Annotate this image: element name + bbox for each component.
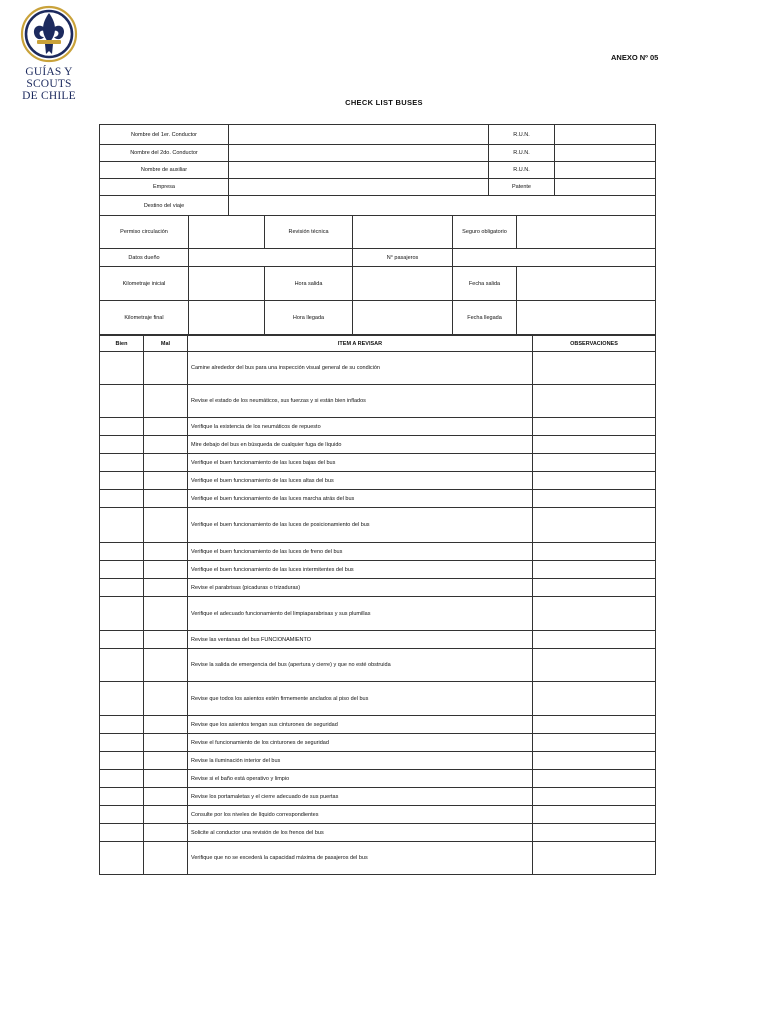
observation-cell[interactable]	[533, 436, 656, 454]
vehicle-row	[100, 267, 656, 301]
observation-cell[interactable]	[533, 752, 656, 770]
info-label: Nombre de auxiliar	[100, 162, 229, 179]
bien-cell[interactable]	[100, 682, 144, 716]
bien-cell[interactable]	[100, 454, 144, 472]
checklist-row	[100, 734, 656, 752]
vehicle-info-table	[99, 215, 656, 335]
observation-cell[interactable]	[533, 561, 656, 579]
mal-cell[interactable]	[144, 579, 188, 597]
bien-cell[interactable]	[100, 543, 144, 561]
bien-cell[interactable]	[100, 352, 144, 385]
item-text: Revise si el baño está operativo y limpio	[188, 770, 533, 788]
observation-cell[interactable]	[533, 824, 656, 842]
bien-cell[interactable]	[100, 579, 144, 597]
checklist-row	[100, 418, 656, 436]
item-text: Revise que todos los asientos estén firmemente anclados al piso del bus	[188, 682, 533, 716]
item-text: Revise el estado de los neumáticos, sus fuerzas y si están bien inflados	[188, 385, 533, 418]
item-text: Revise el parabrisas (picaduras o trizaduras)	[188, 579, 533, 597]
observation-cell[interactable]	[533, 806, 656, 824]
bien-cell[interactable]	[100, 734, 144, 752]
mal-cell[interactable]	[144, 716, 188, 734]
info-row	[100, 179, 656, 196]
item-text: Revise el funcionamiento de los cinturones de seguridad	[188, 734, 533, 752]
info-row	[100, 145, 656, 162]
info-aux-field[interactable]	[555, 162, 656, 179]
observation-cell[interactable]	[533, 472, 656, 490]
bien-cell[interactable]	[100, 508, 144, 543]
departure-date-label: Fecha salida	[453, 267, 517, 301]
checklist-row	[100, 806, 656, 824]
checklist-row	[100, 682, 656, 716]
bien-cell[interactable]	[100, 418, 144, 436]
mal-cell[interactable]	[144, 842, 188, 875]
observation-cell[interactable]	[533, 352, 656, 385]
observation-cell[interactable]	[533, 490, 656, 508]
vehicle-row	[100, 216, 656, 249]
mal-cell[interactable]	[144, 752, 188, 770]
destination-field[interactable]	[229, 196, 656, 216]
vehicle-row	[100, 249, 656, 267]
km-end-field[interactable]	[189, 301, 265, 335]
arrival-date-field[interactable]	[517, 301, 656, 335]
revision-field[interactable]	[353, 216, 453, 249]
checklist-header-row	[100, 336, 656, 352]
passengers-field[interactable]	[453, 249, 656, 267]
item-text: Revise los portamaletas y el cierre adecuado de sus puertas	[188, 788, 533, 806]
departure-time-field[interactable]	[353, 267, 453, 301]
page-title: CHECK LIST BUSES	[345, 98, 423, 107]
mal-cell[interactable]	[144, 385, 188, 418]
bien-cell[interactable]	[100, 824, 144, 842]
item-text: Verifique que no se excederá la capacidad máxima de pasajeros del bus	[188, 842, 533, 875]
info-row	[100, 125, 656, 145]
mal-cell[interactable]	[144, 454, 188, 472]
observation-cell[interactable]	[533, 770, 656, 788]
item-text: Verifique el buen funcionamiento de las luces bajas del bus	[188, 454, 533, 472]
annex-number: ANEXO Nº 05	[611, 53, 659, 62]
passengers-label: N° pasajeros	[353, 249, 453, 267]
observation-cell[interactable]	[533, 418, 656, 436]
arrival-time-label: Hora llegada	[265, 301, 353, 335]
checklist-table	[99, 335, 656, 875]
item-text: Revise la salida de emergencia del bus (apertura y cierre) y que no esté obstruida	[188, 649, 533, 682]
info-row	[100, 196, 656, 216]
arrival-time-field[interactable]	[353, 301, 453, 335]
checklist-row	[100, 752, 656, 770]
mal-cell[interactable]	[144, 631, 188, 649]
item-text: Verifique el buen funcionamiento de las luces de freno del bus	[188, 543, 533, 561]
bien-cell[interactable]	[100, 631, 144, 649]
col-item: ITEM A REVISAR	[188, 336, 533, 352]
info-field[interactable]	[229, 145, 489, 162]
bien-cell[interactable]	[100, 649, 144, 682]
observation-cell[interactable]	[533, 543, 656, 561]
km-end-label: Kilometraje final	[100, 301, 189, 335]
mal-cell[interactable]	[144, 508, 188, 543]
info-aux-label: R.U.N.	[489, 145, 555, 162]
info-aux-label: Patente	[489, 179, 555, 196]
item-text: Verifique el adecuado funcionamiento del limpiaparabrisas y sus plumillas	[188, 597, 533, 631]
info-label: Nombre del 1er. Conductor	[100, 125, 229, 145]
mal-cell[interactable]	[144, 597, 188, 631]
info-aux-label: R.U.N.	[489, 125, 555, 145]
mal-cell[interactable]	[144, 418, 188, 436]
col-mal: Mal	[144, 336, 188, 352]
item-text: Verifique el buen funcionamiento de las luces altas del bus	[188, 472, 533, 490]
mal-cell[interactable]	[144, 788, 188, 806]
checklist-row	[100, 649, 656, 682]
mal-cell[interactable]	[144, 770, 188, 788]
org-name-line1: GUÍAS Y SCOUTS	[25, 66, 73, 90]
bien-cell[interactable]	[100, 472, 144, 490]
org-name-line2: DE CHILE	[22, 90, 76, 102]
col-observaciones: OBSERVACIONES	[533, 336, 656, 352]
info-field[interactable]	[229, 125, 489, 145]
mal-cell[interactable]	[144, 472, 188, 490]
item-text: Camine alrededor del bus para una inspección visual general de su condición	[188, 352, 533, 385]
item-text: Revise que los asientos tengan sus cinturones de seguridad	[188, 716, 533, 734]
seguro-label: Seguro obligatorio	[453, 216, 517, 249]
item-text: Verifique el buen funcionamiento de las luces de posicionamiento del bus	[188, 508, 533, 543]
info-aux-field[interactable]	[555, 145, 656, 162]
checklist-row	[100, 561, 656, 579]
org-name	[4, 66, 94, 102]
observation-cell[interactable]	[533, 788, 656, 806]
vehicle-row	[100, 301, 656, 335]
org-logo	[4, 4, 94, 102]
observation-cell[interactable]	[533, 508, 656, 543]
checklist-row	[100, 770, 656, 788]
checklist-row	[100, 472, 656, 490]
observation-cell[interactable]	[533, 385, 656, 418]
driver-info-table	[99, 124, 656, 216]
bien-cell[interactable]	[100, 842, 144, 875]
item-text: Verifique la existencia de los neumáticos de repuesto	[188, 418, 533, 436]
item-text: Mire debajo del bus en búsqueda de cualquier fuga de líquido	[188, 436, 533, 454]
info-field[interactable]	[229, 179, 489, 196]
checklist-row	[100, 385, 656, 418]
observation-cell[interactable]	[533, 734, 656, 752]
permiso-label: Permiso circulación	[100, 216, 189, 249]
item-text: Consulte por los niveles de líquido correspondientes	[188, 806, 533, 824]
departure-time-label: Hora salida	[265, 267, 353, 301]
checklist-row	[100, 597, 656, 631]
mal-cell[interactable]	[144, 436, 188, 454]
observation-cell[interactable]	[533, 579, 656, 597]
info-field[interactable]	[229, 162, 489, 179]
bien-cell[interactable]	[100, 561, 144, 579]
checklist-row	[100, 788, 656, 806]
checklist-row	[100, 436, 656, 454]
observation-cell[interactable]	[533, 454, 656, 472]
item-text: Verifique el buen funcionamiento de las luces marcha atrás del bus	[188, 490, 533, 508]
mal-cell[interactable]	[144, 352, 188, 385]
checklist-row	[100, 716, 656, 734]
item-text: Revise las ventanas del bus FUNCIONAMIENTO	[188, 631, 533, 649]
bien-cell[interactable]	[100, 385, 144, 418]
checklist-row	[100, 352, 656, 385]
departure-date-field[interactable]	[517, 267, 656, 301]
bien-cell[interactable]	[100, 597, 144, 631]
info-label: Empresa	[100, 179, 229, 196]
checklist-row	[100, 824, 656, 842]
km-start-field[interactable]	[189, 267, 265, 301]
info-aux-field[interactable]	[555, 179, 656, 196]
arrival-date-label: Fecha llegada	[453, 301, 517, 335]
mal-cell[interactable]	[144, 682, 188, 716]
info-aux-field[interactable]	[555, 125, 656, 145]
checklist-row	[100, 842, 656, 875]
permiso-field[interactable]	[189, 216, 265, 249]
checklist-row	[100, 508, 656, 543]
checklist-row	[100, 454, 656, 472]
col-bien: Bien	[100, 336, 144, 352]
km-start-label: Kilometraje inicial	[100, 267, 189, 301]
mal-cell[interactable]	[144, 734, 188, 752]
bien-cell[interactable]	[100, 806, 144, 824]
mal-cell[interactable]	[144, 824, 188, 842]
revision-label: Revisión técnica	[265, 216, 353, 249]
observation-cell[interactable]	[533, 649, 656, 682]
mal-cell[interactable]	[144, 649, 188, 682]
mal-cell[interactable]	[144, 490, 188, 508]
owner-field[interactable]	[189, 249, 353, 267]
checklist-row	[100, 490, 656, 508]
bien-cell[interactable]	[100, 770, 144, 788]
info-aux-label: R.U.N.	[489, 162, 555, 179]
mal-cell[interactable]	[144, 543, 188, 561]
checklist-row	[100, 631, 656, 649]
info-label: Nombre del 2do. Conductor	[100, 145, 229, 162]
observation-cell[interactable]	[533, 682, 656, 716]
item-text: Revise la iluminación interior del bus	[188, 752, 533, 770]
fleur-de-lis-emblem-icon	[19, 4, 79, 64]
checklist-row	[100, 543, 656, 561]
info-label: Destino del viaje	[100, 196, 229, 216]
bien-cell[interactable]	[100, 788, 144, 806]
owner-label: Datos dueño	[100, 249, 189, 267]
bien-cell[interactable]	[100, 436, 144, 454]
observation-cell[interactable]	[533, 631, 656, 649]
bien-cell[interactable]	[100, 716, 144, 734]
item-text: Solicite al conductor una revisión de los frenos del bus	[188, 824, 533, 842]
observation-cell[interactable]	[533, 716, 656, 734]
info-row	[100, 162, 656, 179]
bien-cell[interactable]	[100, 752, 144, 770]
checklist-row	[100, 579, 656, 597]
observation-cell[interactable]	[533, 842, 656, 875]
bien-cell[interactable]	[100, 490, 144, 508]
mal-cell[interactable]	[144, 806, 188, 824]
item-text: Verifique el buen funcionamiento de las luces intermitentes del bus	[188, 561, 533, 579]
seguro-field[interactable]	[517, 216, 656, 249]
observation-cell[interactable]	[533, 597, 656, 631]
mal-cell[interactable]	[144, 561, 188, 579]
